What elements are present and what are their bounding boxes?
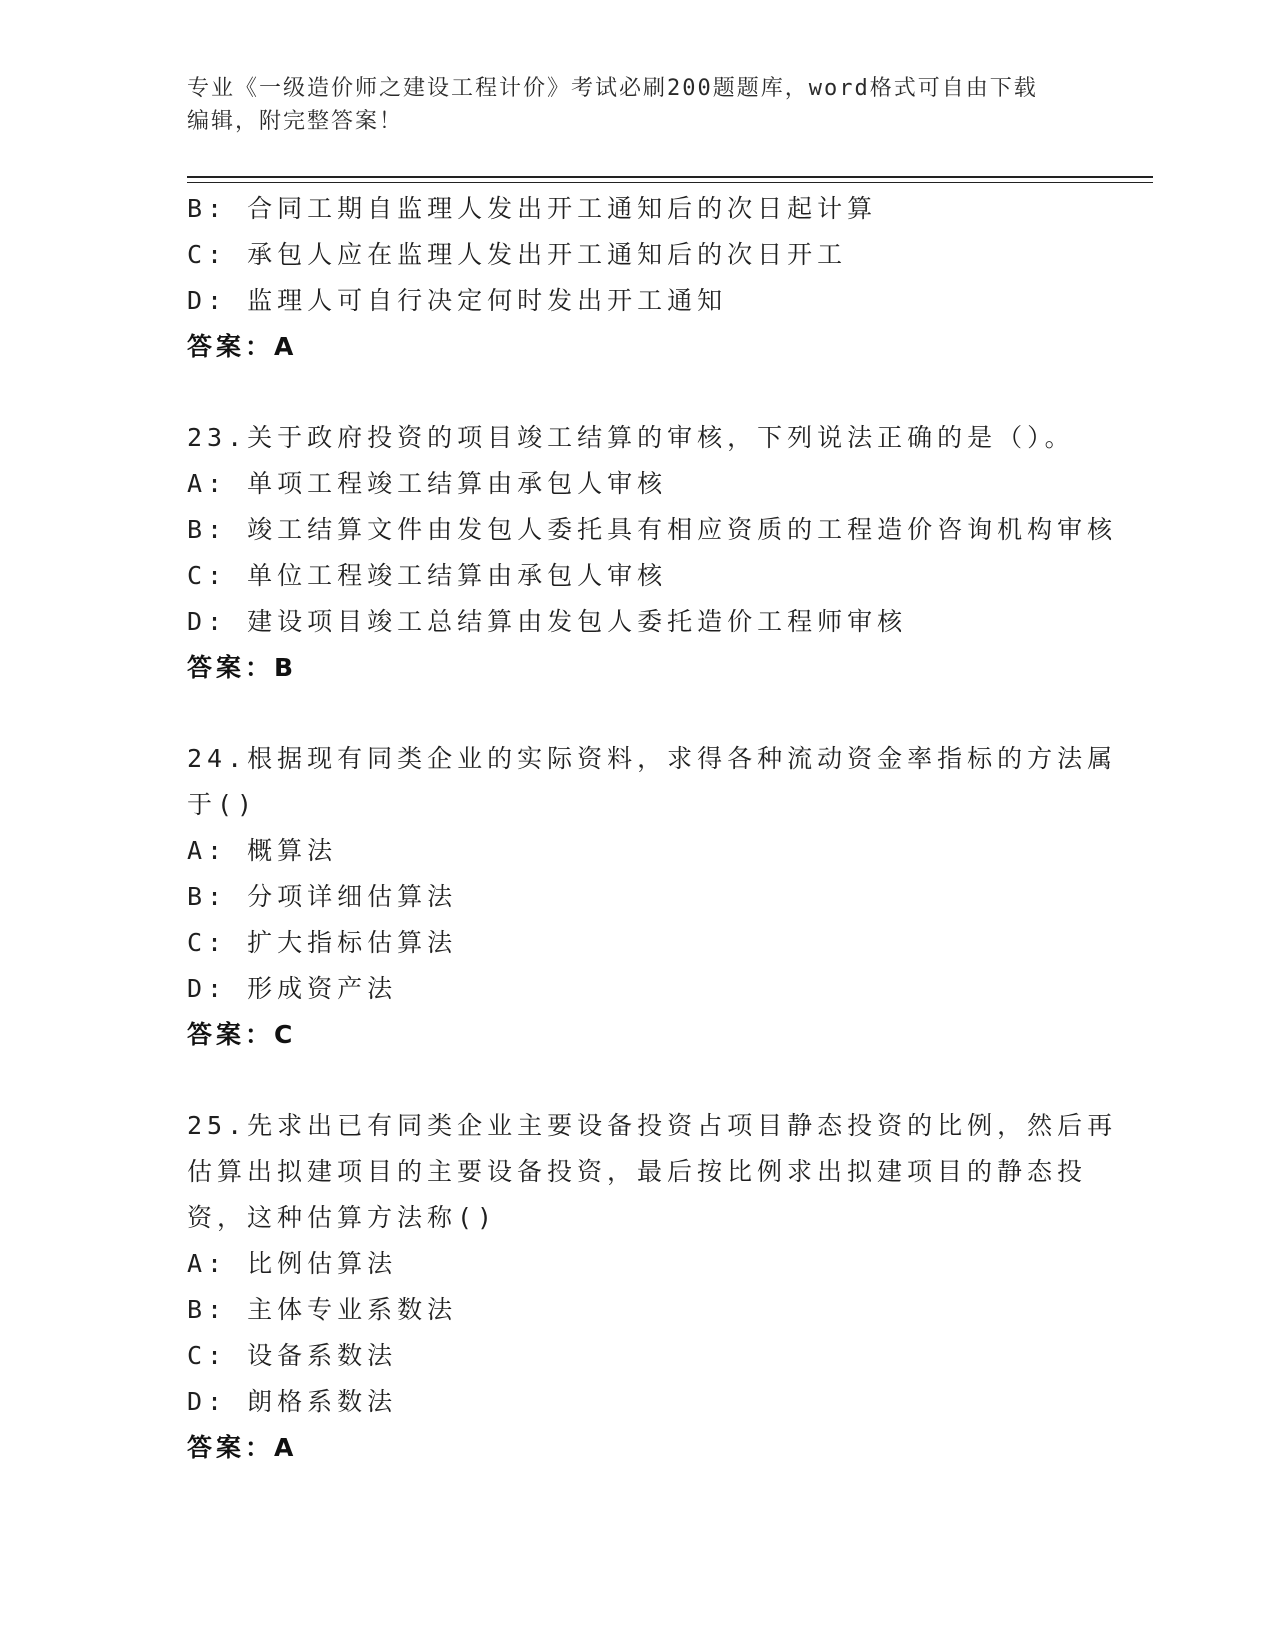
q24-option-a: A: 概算法: [187, 836, 338, 865]
question-23: [187, 415, 1118, 691]
spacer: [187, 370, 1087, 415]
q24-option-b: B: 分项详细估算法: [187, 882, 458, 911]
header-line-1: 专业《一级造价师之建设工程计价》考试必刷200题题库，word格式可自由下载: [187, 76, 1038, 101]
spacer: [187, 1058, 1087, 1103]
question-24: [187, 736, 1118, 1058]
q24-question-line-1: 24.根据现有同类企业的实际资料，求得各种流动资金率指标的方法属: [187, 744, 1118, 773]
question-list: [187, 186, 1118, 1471]
q24-question-line-2: 于(): [187, 790, 258, 819]
q25-option-d: D: 朗格系数法: [187, 1387, 398, 1416]
q23-question: 23.关于政府投资的项目竣工结算的审核，下列说法正确的是（）。: [187, 423, 1075, 452]
q24-option-c: C: 扩大指标估算法: [187, 928, 458, 957]
q23-option-b: B: 竣工结算文件由发包人委托具有相应资质的工程造价咨询机构审核: [187, 515, 1118, 544]
q25-option-b: B: 主体专业系数法: [187, 1295, 458, 1324]
question-25: [187, 1103, 1118, 1471]
q22-option-b: B: 合同工期自监理人发出开工通知后的次日起计算: [187, 194, 878, 223]
q25-question-line-3: 资，这种估算方法称(): [187, 1203, 498, 1232]
q25-question-line-2: 估算出拟建项目的主要设备投资，最后按比例求出拟建项目的静态投: [187, 1157, 1088, 1186]
header-divider-thin: [187, 182, 1153, 183]
header-line-2: 编辑，附完整答案！: [187, 109, 404, 134]
q22-option-d: D: 监理人可自行决定何时发出开工通知: [187, 286, 728, 315]
q23-answer: 答案：B: [187, 653, 298, 682]
q22-answer: 答案：A: [187, 332, 298, 361]
q24-option-d: D: 形成资产法: [187, 974, 398, 1003]
q24-answer: 答案：C: [187, 1020, 297, 1049]
q25-answer: 答案：A: [187, 1433, 298, 1462]
document-header: [187, 72, 1067, 138]
q22-option-c: C: 承包人应在监理人发出开工通知后的次日开工: [187, 240, 848, 269]
q25-question-line-1: 25.先求出已有同类企业主要设备投资占项目静态投资的比例，然后再: [187, 1111, 1118, 1140]
spacer: [187, 691, 1087, 736]
q23-option-c: C: 单位工程竣工结算由承包人审核: [187, 561, 668, 590]
q23-option-a: A: 单项工程竣工结算由承包人审核: [187, 469, 668, 498]
question-22: [187, 186, 1087, 370]
header-divider-thick: [187, 176, 1153, 178]
q25-option-a: A: 比例估算法: [187, 1249, 398, 1278]
q23-option-d: D: 建设项目竣工总结算由发包人委托造价工程师审核: [187, 607, 908, 636]
q25-option-c: C: 设备系数法: [187, 1341, 398, 1370]
